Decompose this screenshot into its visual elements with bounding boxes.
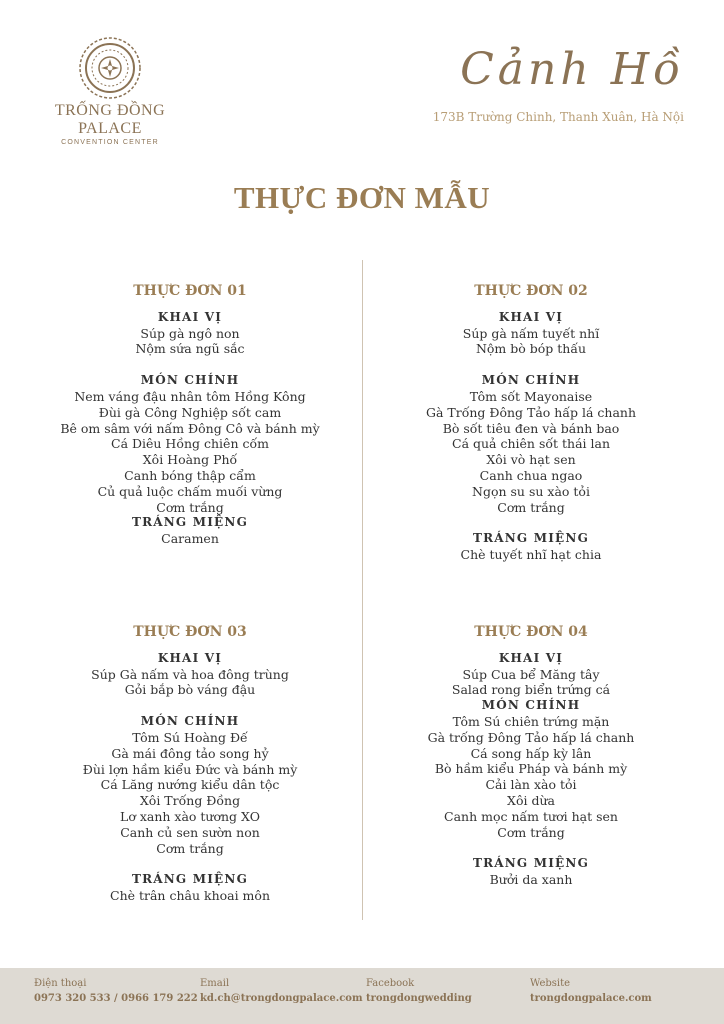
section-spacer — [381, 840, 681, 856]
menu-03 — [40, 625, 340, 904]
dish-item: Cơm trắng — [497, 824, 565, 840]
menu-04 — [381, 625, 681, 888]
dish-item: Canh bóng thập cẩm — [124, 467, 256, 483]
drum-ornament-logo-icon — [78, 36, 142, 100]
dish-item: Nem váng đậu nhân tôm Hồng Kông — [74, 388, 306, 404]
footer-website — [530, 978, 652, 1004]
dish-item: Cơm trắng — [156, 840, 224, 856]
section-heading-mon-chinh: MÓN CHÍNH — [481, 373, 581, 388]
dish-item: Canh mọc nấm tươi hạt sen — [444, 808, 618, 824]
address: 173B Trường Chinh, Thanh Xuân, Hà Nội — [432, 110, 684, 124]
page-title: THỰC ĐƠN MẪU — [233, 180, 491, 215]
dish-item: Bò hầm kiểu Pháp và bánh mỳ — [434, 761, 628, 777]
dish-item: Cá song hấp kỳ lân — [470, 745, 592, 761]
dish-item: Cơm trắng — [156, 499, 224, 515]
facebook-value[interactable]: trongdongwedding — [366, 993, 472, 1004]
section-spacer — [40, 856, 340, 872]
dish-item: Salad rong biển trứng cá — [451, 682, 611, 698]
dish-item: Bưởi da xanh — [489, 872, 573, 888]
section-heading-mon-chinh: MÓN CHÍNH — [481, 698, 581, 713]
section-heading-trang-mieng: TRÁNG MIỆNG — [472, 531, 590, 546]
footer-phone — [34, 978, 198, 1004]
dish-item: Bê om sâm với nấm Đông Cô và bánh mỳ — [60, 420, 320, 436]
dish-item: Gà trống Đông Tảo hấp lá chanh — [427, 729, 635, 745]
email-value[interactable]: kd.ch@trongdongpalace.com — [200, 993, 363, 1004]
phone-value[interactable]: 0973 320 533 / 0966 179 222 — [34, 993, 198, 1004]
section-heading-trang-mieng: TRÁNG MIỆNG — [131, 515, 249, 530]
section-heading-khai-vi: KHAI VỊ — [157, 309, 223, 324]
dish-item: Củ quả luộc chấm muối vừng — [97, 483, 283, 499]
dish-item: Chè tuyết nhĩ hạt chia — [460, 547, 602, 563]
section-spacer — [40, 357, 340, 373]
section-heading-mon-chinh: MÓN CHÍNH — [140, 714, 240, 729]
section-heading-mon-chinh: MÓN CHÍNH — [140, 373, 240, 388]
footer-facebook — [366, 978, 472, 1004]
menu-title: THỰC ĐƠN 01 — [133, 283, 247, 299]
dish-item: Cá Diêu Hồng chiên cốm — [111, 436, 269, 452]
dish-item: Cá quả chiên sốt thái lan — [452, 436, 610, 452]
menu-title: THỰC ĐƠN 03 — [133, 624, 247, 640]
dish-item: Cá Lăng nướng kiểu dân tộc — [100, 777, 280, 793]
dish-item: Đùi lợn hầm kiểu Đức và bánh mỳ — [82, 761, 298, 777]
website-value[interactable]: trongdongpalace.com — [530, 993, 652, 1004]
dish-item: Đùi gà Công Nghiệp sốt cam — [98, 404, 282, 420]
section-spacer — [381, 357, 681, 373]
dish-item: Bò sốt tiêu đen và bánh bao — [442, 420, 620, 436]
dish-item: Súp Gà nấm và hoa đông trùng — [91, 666, 289, 682]
dish-item: Tôm Sú chiên trứng mặn — [452, 713, 610, 729]
section-heading-trang-mieng: TRÁNG MIỆNG — [472, 856, 590, 871]
dish-item: Canh củ sen sườn non — [120, 824, 260, 840]
dish-item: Tôm Sú Hoàng Đế — [132, 729, 248, 745]
section-heading-khai-vi: KHAI VỊ — [498, 309, 564, 324]
logo — [30, 36, 190, 146]
dish-item: Lơ xanh xào tương XO — [120, 808, 260, 824]
dish-item: Xôi vò hạt sen — [486, 452, 576, 468]
section-heading-khai-vi: KHAI VỊ — [498, 650, 564, 665]
dish-item: Cơm trắng — [497, 499, 565, 515]
dish-item: Gà mái đông tảo song hỷ — [111, 745, 269, 761]
dish-item: Ngọn su su xào tỏi — [472, 483, 590, 499]
phone-label: Điện thoại — [34, 978, 87, 989]
menu-title: THỰC ĐƠN 02 — [474, 283, 588, 299]
dish-item: Gà Trống Đông Tảo hấp lá chanh — [425, 404, 637, 420]
logo-subtitle: CONVENTION CENTER — [61, 139, 159, 146]
dish-item: Caramen — [161, 531, 219, 547]
dish-item: Súp gà ngô non — [140, 325, 240, 341]
email-label: Email — [200, 978, 230, 989]
brand-block — [433, 38, 684, 124]
brand-name: Cảnh Hồ — [460, 44, 684, 95]
dish-item: Tôm sốt Mayonaise — [469, 388, 593, 404]
dish-item: Xôi Trống Đồng — [139, 793, 241, 809]
footer-email — [200, 978, 363, 1004]
menu-title: THỰC ĐƠN 04 — [474, 624, 588, 640]
section-heading-khai-vi: KHAI VỊ — [157, 650, 223, 665]
dish-item: Nộm bò bóp thấu — [475, 341, 587, 357]
website-label: Website — [530, 978, 571, 989]
dish-item: Chè trân châu khoai môn — [110, 888, 270, 904]
dish-item: Cải làn xào tỏi — [485, 777, 577, 793]
dish-item: Súp gà nấm tuyết nhĩ — [462, 325, 600, 341]
dish-item: Gỏi bắp bò váng đậu — [124, 682, 256, 698]
footer-contact-bar — [0, 968, 724, 1024]
logo-name: TRỐNG ĐỒNG PALACE — [54, 102, 166, 137]
dish-item: Canh chua ngao — [479, 467, 583, 483]
dish-item: Súp Cua bể Măng tây — [462, 666, 600, 682]
section-spacer — [40, 698, 340, 714]
facebook-label: Facebook — [366, 978, 415, 989]
menu-01 — [40, 284, 340, 547]
menu-02 — [381, 284, 681, 563]
dish-item: Xôi Hoàng Phố — [142, 452, 238, 468]
section-spacer — [381, 515, 681, 531]
section-heading-trang-mieng: TRÁNG MIỆNG — [131, 872, 249, 887]
dish-item: Nộm sứa ngũ sắc — [135, 341, 245, 357]
dish-item: Xôi dừa — [507, 792, 555, 808]
column-divider — [362, 260, 363, 920]
